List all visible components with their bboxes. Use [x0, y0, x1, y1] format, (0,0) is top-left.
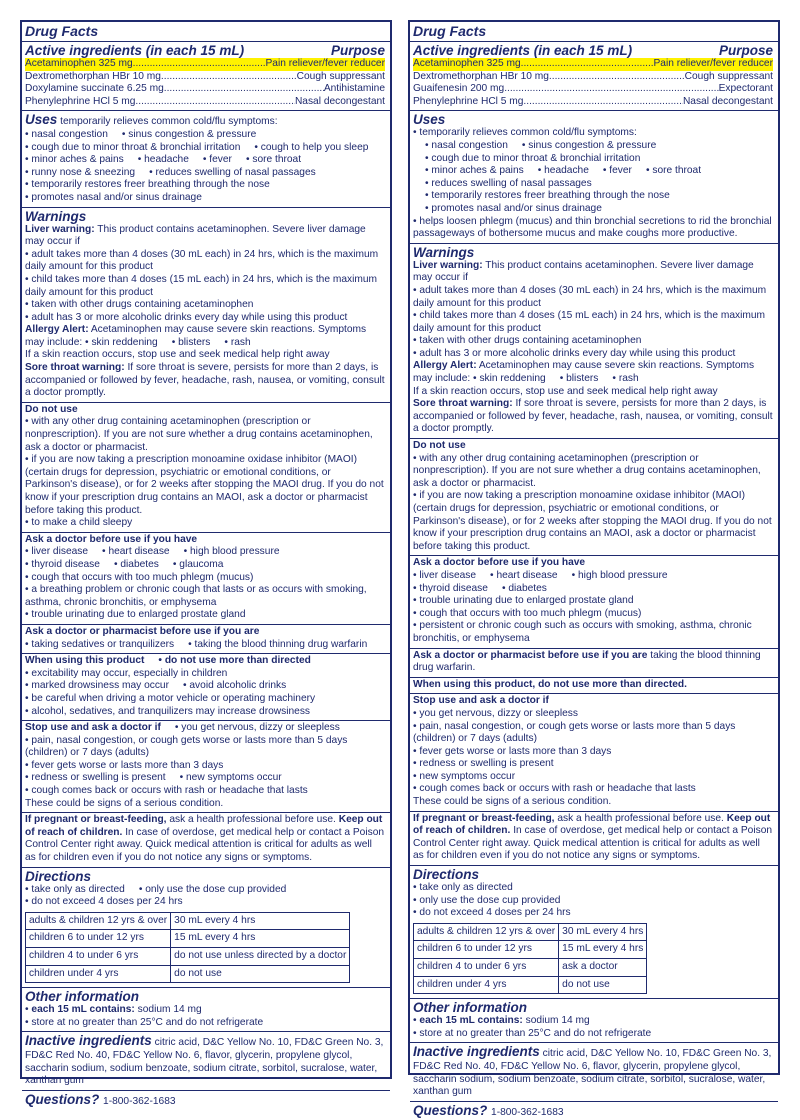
list-item: • with any other drug containing acetaminophen (prescription or nonprescription). If you are not sure whether a drug contains acetaminophen, ask a doctor or pharmacist. [413, 453, 773, 491]
ingredient-row: Dextromethorphan HBr 10 mg ..... Cough suppressant [25, 71, 385, 84]
uses-line: • runny nose & sneezing • reduces swelling of nasal passages [25, 167, 385, 180]
stop-use-section: Stop use and ask a doctor if • you get nervous, dizzy or sleepless • pain, nasal congestion, or cough gets worse or lasts more than 5 days (children) or 7 days (adults) • fever gets worse or lasts more than 3 days • redness or swelling is present • new symptoms occur • cough comes back or occurs with rash or headache that lasts These could be signs of a serious condition. [22, 720, 390, 812]
list-item: • do not exceed 4 doses per 24 hrs [413, 907, 773, 920]
active-ingredients-section [22, 41, 390, 110]
table-row: adults & children 12 yrs & over 30 mL every 4 hrs [414, 923, 647, 941]
active-ingredients-heading: Active ingredients (in each 15 mL) [25, 43, 245, 58]
other-information-section: Other information • each 15 mL contains: sodium 14 mg • store at no greater than 25°C and do not refrigerate [410, 998, 778, 1042]
list-item: • pain, nasal congestion, or cough gets worse or lasts more than 5 days (children) or 7 days (adults) [25, 735, 385, 760]
warnings-section: Warnings Liver warning: This product contains acetaminophen. Severe liver damage may occur if • adult takes more than 4 doses (30 mL each) in 24 hrs, which is the maximum daily amount for this product • child takes more than 4 doses (15 mL each) in 24 hrs, which is the maximum daily amount for this product • taken with other drugs containing acetaminophen • adult has 3 or more alcoholic drinks every day while using this product Allergy Alert: Acetaminophen may cause severe skin reactions. Symptoms may include: • skin reddening • blisters • rash If a skin reaction occurs, stop use and seek medical help right away Sore throat warning: If sore throat is severe, persists for more than 2 days, is accompanied or followed by fever, headache, rash, nausea, or vomiting, consult a doctor promptly. [410, 243, 778, 438]
drug-facts-panel-right [408, 20, 780, 1118]
warnings-heading: Warnings [413, 244, 475, 260]
table-row: children 6 to under 12 yrs 15 mL every 4 hrs [26, 930, 350, 948]
active-ingredients-heading: Active ingredients (in each 15 mL) [413, 43, 633, 58]
list-item: • cough comes back or occurs with rash or headache that lasts [413, 783, 773, 796]
ingredient-row: Phenylephrine HCl 5 mg ..... Nasal decongestant [25, 96, 385, 109]
drug-facts-panel-left [20, 20, 392, 1107]
list-item: • persistent or chronic cough such as occurs with smoking, asthma, chronic bronchitis, or emphysema [413, 620, 773, 645]
list-item: • be careful when driving a motor vehicle or operating machinery [25, 693, 385, 706]
ask-pharmacist-section: Ask a doctor or pharmacist before use if you are • taking sedatives or tranquilizers • taking the blood thinning drug warfarin [22, 624, 390, 653]
warnings-section: Warnings Liver warning: This product contains acetaminophen. Severe liver damage may occur if • adult takes more than 4 doses (30 mL each) in 24 hrs, which is the maximum daily amount for this product • child takes more than 4 doses (15 mL each) in 24 hrs, which is the maximum daily amount for this product • taken with other drugs containing acetaminophen • adult has 3 or more alcoholic drinks every day while using this product Allergy Alert: Acetaminophen may cause severe skin reactions. Symptoms may include: • skin reddening • blisters • rash If a skin reaction occurs, stop use and seek medical help right away Sore throat warning: If sore throat is severe, persists for more than 2 days, is accompanied or followed by fever, headache, rash, nausea, or vomiting, consult a doctor promptly. [22, 207, 390, 402]
list-item: • helps loosen phlegm (mucus) and thin bronchial secretions to rid the bronchial passageways of bothersome mucus and make coughs more productive. [413, 216, 773, 241]
phone-number: 1-800-362-1683 [103, 1095, 176, 1107]
directions-section [410, 865, 778, 998]
uses-heading: Uses [413, 112, 446, 128]
questions-section [410, 1101, 778, 1120]
uses-section: Uses • temporarily relieves common cold/flu symptoms: • nasal congestion • sinus congestion & pressure • cough due to minor throat & bronchial irritation • minor aches & pains • headache • fever • sore throat • reduces swelling of nasal passages • temporarily restores freer breathing through the nose • promotes nasal and/or sinus drainage • helps loosen phlegm (mucus) and thin bronchial secretions to rid the bronchial passageways of bothersome mucus and make coughs more productive. [410, 110, 778, 242]
list-item: • a breathing problem or chronic cough that lasts or as occurs with smoking, asthma, chronic bronchitis, or emphysema [25, 584, 385, 609]
purpose-heading: Purpose [718, 43, 773, 58]
other-information-heading: Other information [413, 1000, 527, 1016]
drug-facts-title: Drug Facts [413, 23, 487, 39]
inactive-ingredients-heading: Inactive ingredients [413, 1044, 540, 1060]
stop-use-section: Stop use and ask a doctor if • you get nervous, dizzy or sleepless • pain, nasal congestion, or cough gets worse or lasts more than 5 days (children) or 7 days (adults) • fever gets worse or lasts more than 3 days • redness or swelling is present • new symptoms occur • cough comes back or occurs with rash or headache that lasts These could be signs of a serious condition. [410, 693, 778, 810]
list-item: • adult has 3 or more alcoholic drinks every day while using this product [25, 312, 385, 325]
ask-doctor-section: Ask a doctor before use if you have • liver disease • heart disease • high blood pressure • thyroid disease • diabetes • trouble urinating due to enlarged prostate gland • cough that occurs with too much phlegm (mucus) • persistent or chronic cough such as occurs with smoking, asthma, chronic bronchitis, or emphysema [410, 555, 778, 647]
ingredient-row: Phenylephrine HCl 5 mg ..... Nasal decongestant [413, 96, 773, 109]
table-row: children under 4 yrs do not use [414, 976, 647, 994]
do-not-use-section [22, 402, 390, 532]
directions-section: Directions • take only as directed • only use the dose cup provided • do not exceed 4 doses per 24 hrs adults & children 12 yrs & over 30 mL every 4 hrs children 6 to under 12 yrs 15 mL every 4 hrs children 4 to under 6 yrs do not use unless directed by a doctor children under 4 yrs do not use [22, 867, 390, 988]
list-item: • pain, nasal congestion, or cough gets worse or lasts more than 5 days (children) or 7 days (adults) [413, 721, 773, 746]
list-item: • only use the dose cup provided [413, 895, 773, 908]
list-item: • fever gets worse or lasts more than 3 days [25, 760, 385, 773]
list-item: • taken with other drugs containing acetaminophen [413, 335, 773, 348]
list-item: • trouble urinating due to enlarged prostate gland [413, 595, 773, 608]
table-row: children 4 to under 6 yrs do not use unless directed by a doctor [26, 948, 350, 966]
list-item: • with any other drug containing acetaminophen (prescription or nonprescription). If you are not sure whether a drug contains acetaminophen, ask a doctor or pharmacist. [25, 416, 385, 454]
uses-section: Uses temporarily relieves common cold/flu symptoms: • nasal congestion • sinus congestion & pressure • cough due to minor throat & bronchial irritation • cough to help you sleep • minor aches & pains • headache • fever • sore throat • runny nose & sneezing • reduces swelling of nasal passages • temporarily restores freer breathing through the nose • promotes nasal and/or sinus drainage [22, 110, 390, 206]
list-item: • store at no greater than 25°C and do not refrigerate [25, 1017, 385, 1030]
list-item: • redness or swelling is present [413, 758, 773, 771]
list-item: • store at no greater than 25°C and do not refrigerate [413, 1028, 773, 1041]
phone-number: 1-800-362-1683 [491, 1106, 564, 1118]
list-item: • adult has 3 or more alcoholic drinks every day while using this product [413, 348, 773, 361]
list-item: • cough that occurs with too much phlegm (mucus) [413, 608, 773, 621]
list-item: • cough that occurs with too much phlegm (mucus) [25, 572, 385, 585]
uses-item: • promotes nasal and/or sinus drainage [25, 192, 385, 205]
list-item: • adult takes more than 4 doses (30 mL each) in 24 hrs, which is the maximum daily amount for this product [413, 285, 773, 310]
pregnancy-section: If pregnant or breast-feeding, ask a health professional before use. Keep out of reach of children. In case of overdose, get medical help or contact a Poison Control Center right away. Quick medical attention is critical for adults as well as for children even if you do not notice any signs or symptoms. [410, 811, 778, 865]
table-row: children under 4 yrs do not use [26, 965, 350, 983]
do-not-use-heading: Do not use [413, 440, 466, 452]
inactive-ingredients-section: Inactive ingredients citric acid, D&C Yellow No. 10, FD&C Green No. 3, FD&C Red No. 40, FD&C Yellow No. 6, flavor, glycerin, propylene glycol, saccharin sodium, sodium benzoate, sodium citrate, sorbitol, sucralose, water, xanthan gum [22, 1031, 390, 1089]
list-item: • if you are now taking a prescription monoamine oxidase inhibitor (MAOI) (certain drugs for depression, psychiatric or emotional conditions, or Parkinson's disease), or for 2 weeks after stopping the MAOI drug. If you do not know if your prescription drug contains an MAOI, ask a doctor or pharmacist before taking this product. [25, 454, 385, 517]
other-information-heading: Other information [25, 989, 139, 1005]
list-item: • child takes more than 4 doses (15 mL each) in 24 hrs, which is the maximum daily amount for this product [25, 274, 385, 299]
directions-heading: Directions [25, 868, 92, 884]
list-item: • child takes more than 4 doses (15 mL each) in 24 hrs, which is the maximum daily amount for this product [413, 310, 773, 335]
drug-facts-header [22, 22, 390, 41]
uses-line: • minor aches & pains • headache • fever • sore throat [25, 154, 385, 167]
do-not-use-heading: Do not use [25, 403, 78, 415]
ask-pharmacist-section: Ask a doctor or pharmacist before use if you are taking the blood thinning drug warfarin. [410, 648, 778, 677]
list-item: • fever gets worse or lasts more than 3 days [413, 746, 773, 759]
questions-heading: Questions? [413, 1102, 488, 1118]
list-item: • new symptoms occur [413, 771, 773, 784]
other-information-section: Other information • each 15 mL contains: sodium 14 mg • store at no greater than 25°C and do not refrigerate [22, 987, 390, 1031]
table-row: children 6 to under 12 yrs 15 mL every 4 hrs [414, 941, 647, 959]
ingredient-row: Guaifenesin 200 mg ..... Expectorant [413, 83, 773, 96]
when-using-section: When using this product • do not use more than directed • excitability may occur, especially in children • marked drowsiness may occur • avoid alcoholic drinks • be careful when driving a motor vehicle or operating machinery • alcohol, sedatives, and tranquilizers may increase drowsiness [22, 653, 390, 720]
list-item: • adult takes more than 4 doses (30 mL each) in 24 hrs, which is the maximum daily amount for this product [25, 249, 385, 274]
list-item: • if you are now taking a prescription monoamine oxidase inhibitor (MAOI) (certain drugs for depression, psychiatric or emotional conditions, or Parkinson's disease), or for 2 weeks after stopping the MAOI drug. If you do not know if your prescription drug contains an MAOI, ask a doctor or pharmacist before taking this product. [413, 490, 773, 553]
drug-facts-title: Drug Facts [25, 23, 99, 39]
list-item: • cough comes back or occurs with rash or headache that lasts [25, 785, 385, 798]
list-item: • taken with other drugs containing acetaminophen [25, 299, 385, 312]
ask-doctor-section: Ask a doctor before use if you have • liver disease • heart disease • high blood pressure • thyroid disease • diabetes • glaucoma • cough that occurs with too much phlegm (mucus) • a breathing problem or chronic cough that lasts or as occurs with smoking, asthma, chronic bronchitis, or emphysema • trouble urinating due to enlarged prostate gland [22, 532, 390, 624]
dosage-table [413, 923, 647, 994]
list-item: • do not exceed 4 doses per 24 hrs [25, 896, 385, 909]
questions-section [22, 1090, 390, 1109]
directions-heading: Directions [413, 867, 480, 883]
list-item: • trouble urinating due to enlarged prostate gland [25, 609, 385, 622]
drug-facts-header [410, 22, 778, 41]
active-ingredients-section [410, 41, 778, 110]
inactive-ingredients-section: Inactive ingredients citric acid, D&C Yellow No. 10, FD&C Green No. 3, FD&C Red No. 40, FD&C Yellow No. 6, flavor, glycerin, propylene glycol, saccharin sodium, sodium benzoate, sodium citrate, sorbitol, sucralose, water, xanthan gum [410, 1042, 778, 1100]
inactive-ingredients-heading: Inactive ingredients [25, 1033, 152, 1049]
when-using-section: When using this product, do not use more than directed. [410, 677, 778, 694]
uses-line: • nasal congestion • sinus congestion & pressure [25, 129, 385, 142]
list-item: • excitability may occur, especially in children [25, 668, 385, 681]
table-row: children 4 to under 6 yrs ask a doctor [414, 959, 647, 977]
uses-heading: Uses [25, 112, 58, 128]
list-item: • you get nervous, dizzy or sleepless [413, 708, 773, 721]
questions-heading: Questions? [25, 1091, 100, 1107]
ingredient-row: Dextromethorphan HBr 10 mg ..... Cough suppressant [413, 71, 773, 84]
uses-item: • temporarily restores freer breathing through the nose [25, 179, 385, 192]
list-item: • take only as directed [413, 882, 773, 895]
ingredient-row: Acetaminophen 325 mg ..... Pain reliever/fever reducer [25, 58, 385, 71]
purpose-heading: Purpose [330, 43, 385, 58]
ingredient-row: Doxylamine succinate 6.25 mg ..... Antihistamine [25, 83, 385, 96]
table-row: adults & children 12 yrs & over 30 mL every 4 hrs [26, 912, 350, 930]
do-not-use-section [410, 438, 778, 555]
list-item: • alcohol, sedatives, and tranquilizers may increase drowsiness [25, 706, 385, 719]
uses-line: • cough due to minor throat & bronchial irritation • cough to help you sleep [25, 142, 385, 155]
dosage-table [25, 912, 350, 983]
ingredient-row: Acetaminophen 325 mg ..... Pain reliever/fever reducer [413, 58, 773, 71]
pregnancy-section: If pregnant or breast-feeding, ask a health professional before use. Keep out of reach of children. In case of overdose, get medical help or contact a Poison Control Center right away. Quick medical attention is critical for adults as well as for children even if you do not notice any signs or symptoms. [22, 812, 390, 866]
list-item: • to make a child sleepy [25, 517, 385, 530]
warnings-heading: Warnings [25, 208, 87, 224]
